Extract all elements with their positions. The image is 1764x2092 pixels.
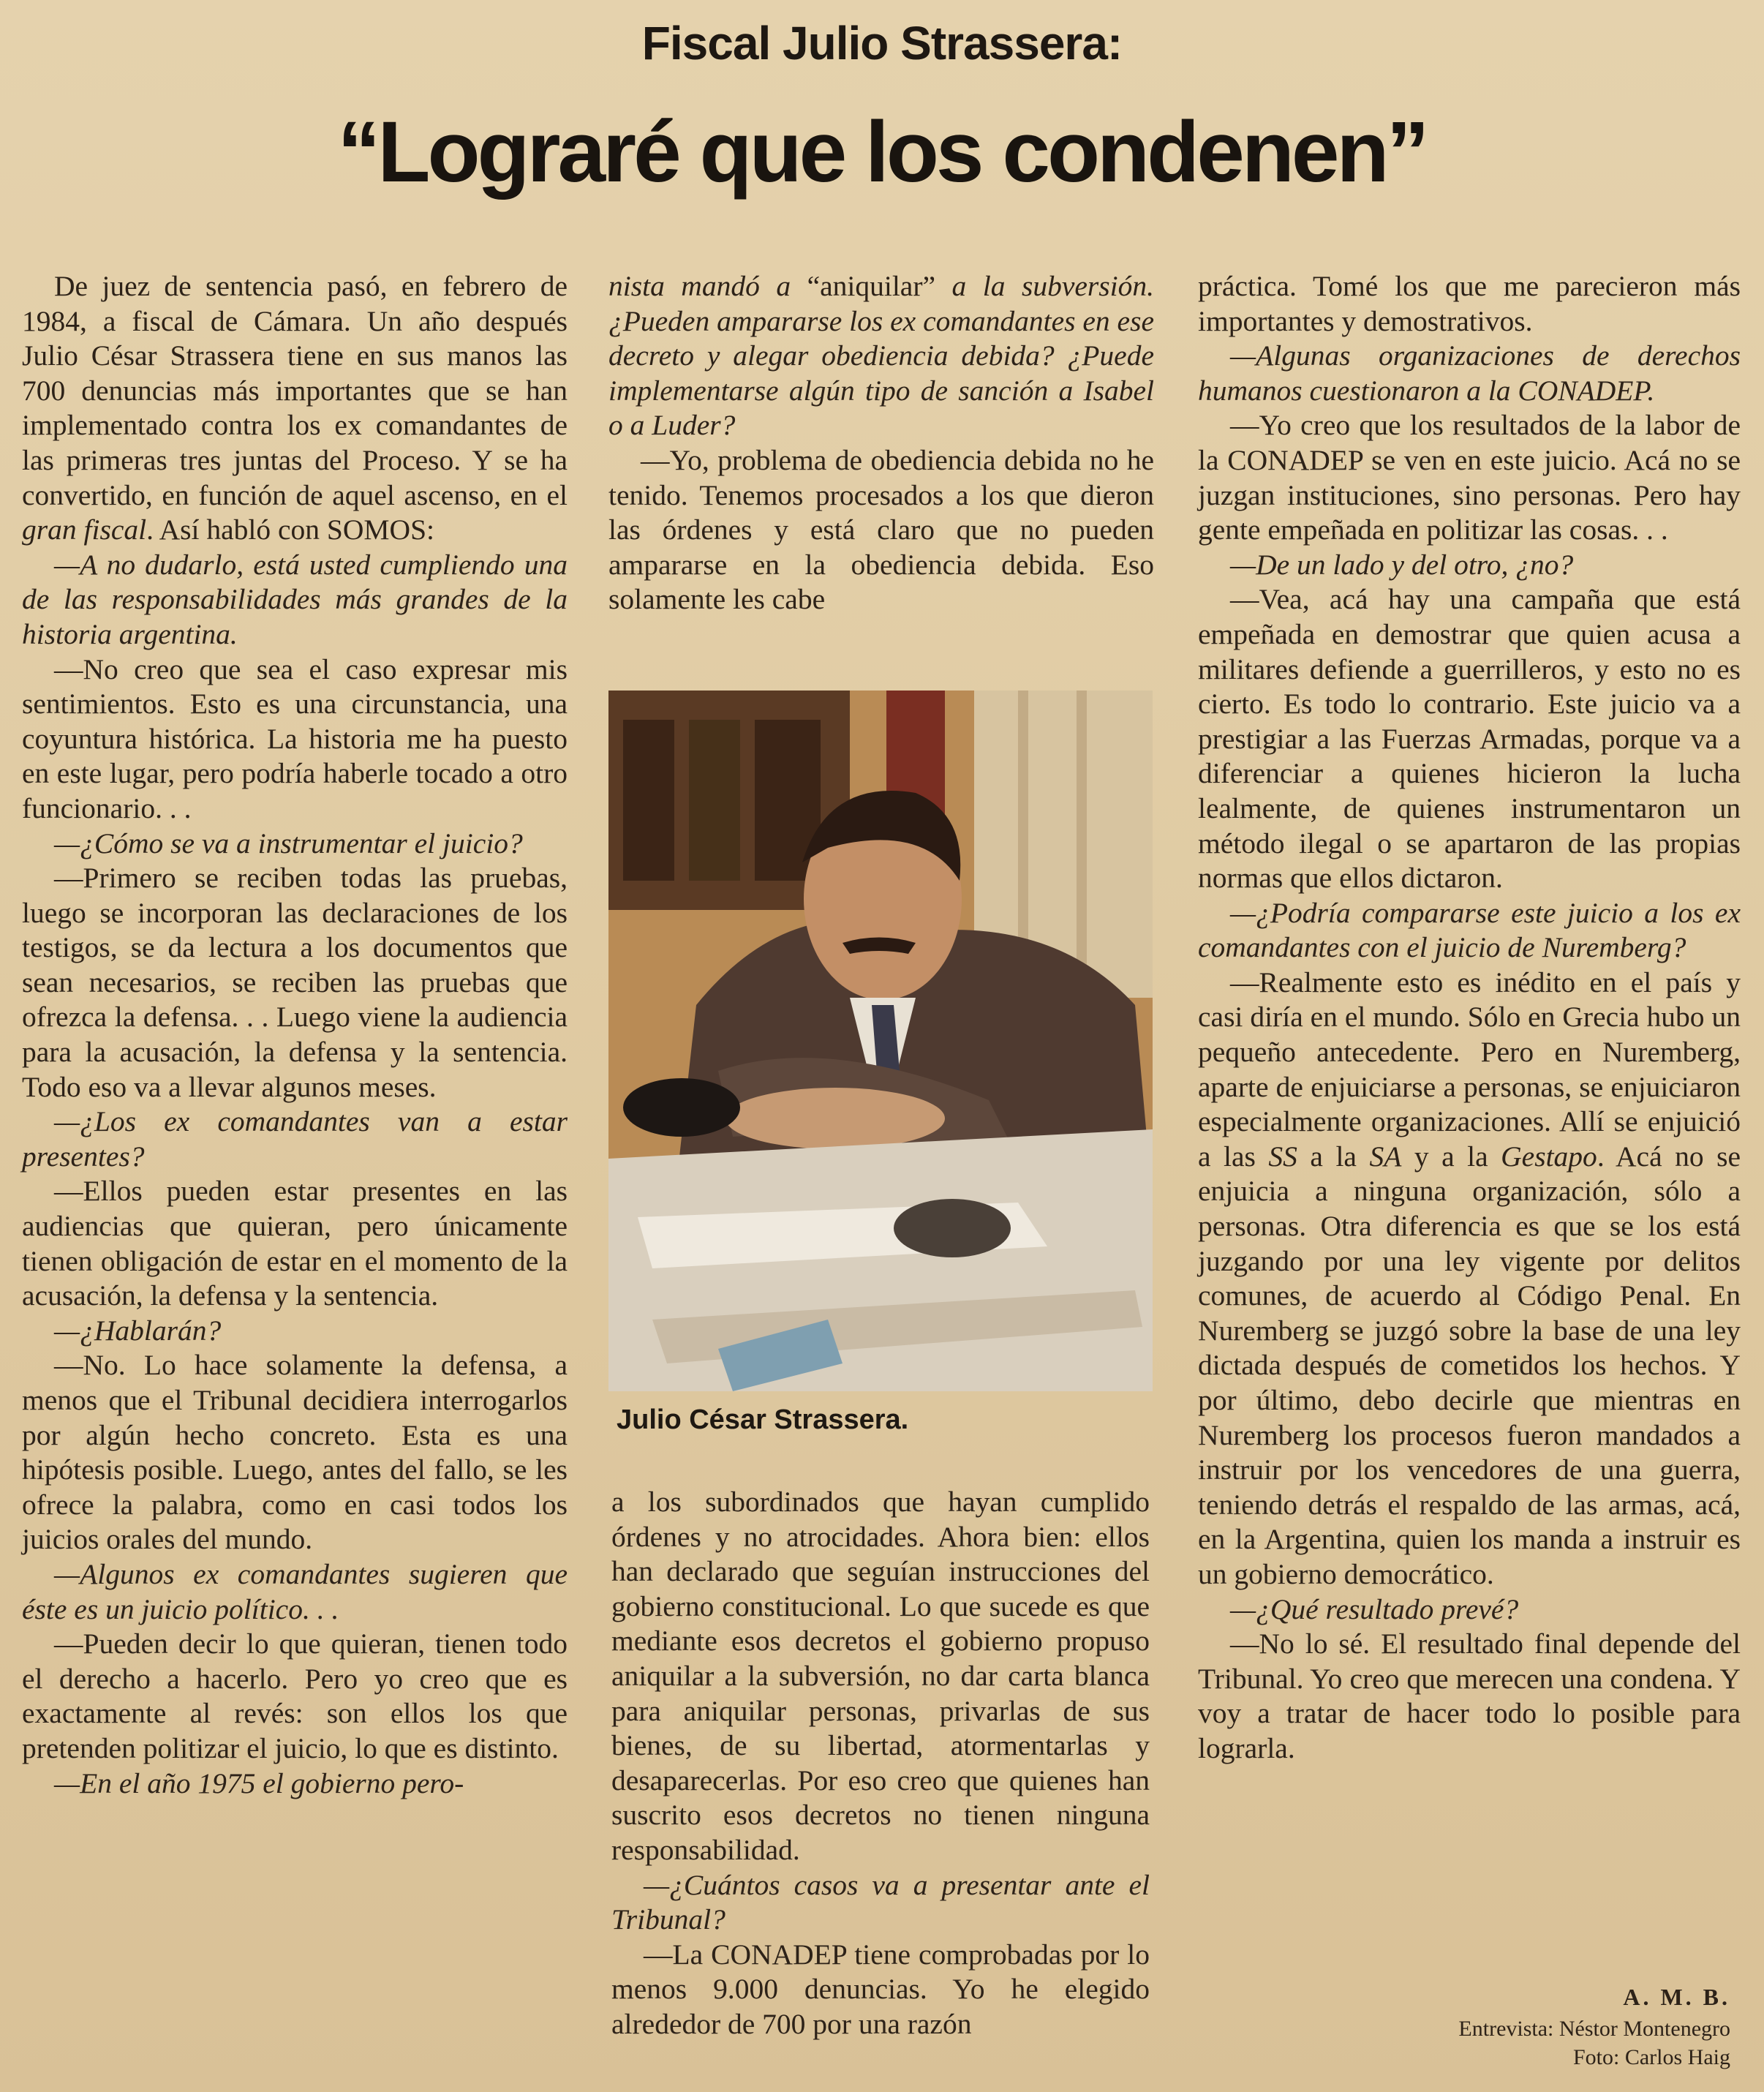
paragraph: —No creo que sea el caso expresar mis sentimientos. Esto es una circunstancia, una coyuntura histórica. La historia me ha puesto en este lugar, pero podría haberle tocado a otro funcionario. . .	[22, 652, 568, 824]
paragraph: —Pueden decir lo que quieran, tienen todo el derecho a hacerlo. Pero yo creo que es exactamente al revés: son ellos los que pretenden politizar el juicio, lo que es distinto.	[22, 1628, 568, 1764]
paragraph: —La CONADEP tiene comprobadas por lo menos 9.000 denuncias. Yo he elegido alrededor de 700 por una razón	[611, 1938, 1150, 2040]
paragraph: —No. Lo hace solamente la defensa, a menos que el Tribunal decidiera interrogarlos por algún hecho concreto. Esta es una hipótesis posible. Luego, antes del fallo, se les ofrece la palabra, como en casi todos los juicios orales del mundo.	[22, 1349, 568, 1556]
interview-question: —A no dudarlo, está usted cumpliendo una de las responsabilidades más grandes de la historia argentina.	[22, 548, 568, 650]
interview-question: —¿Podría compararse este juicio a los ex comandantes con el juicio de Nuremberg?	[1198, 896, 1741, 964]
paragraph: —Realmente esto es inédito en el país y casi diría en el mundo. Sólo en Grecia hubo un pequeño antecedente. Pero en Nuremberg, aparte de enjuiciarse a personas, se enjuiciaron especialmente organizaciones. Allí se enjuició a las SS a la SA y a la Gestapo. Acá no se enjuicia a ninguna organización, sólo a personas. Otra diferencia es que se los está juzgando por una ley vigente por delitos comunes, de acuerdo al Código Penal. En Nuremberg se juzgó sobre la base de una ley dictada después de cometidos los hechos. Y por último, debo decirle que mientras en Nuremberg los procesos fueron mandados a instruir por los vencedores de una guerra, teniendo detrás el respaldo de las armas, acá, en la Argentina, quien los manda a instruir es un gobierno democrático.	[1198, 966, 1741, 1590]
interview-question: —Algunos ex comandantes sugieren que éste es un juicio político. . .	[22, 1557, 568, 1625]
column-2-top	[608, 269, 1154, 617]
interview-question: nista mandó a “aniquilar” a la subversión. ¿Pueden ampararse los ex comandantes en ese decreto y alegar obediencia debida? ¿Puede implementarse algún tipo de sanción a Isabel o a Luder?	[608, 270, 1154, 442]
column-3	[1198, 269, 1741, 1766]
interview-question: —¿Hablarán?	[54, 1314, 222, 1347]
interview-question: —En el año 1975 el gobierno pero-	[54, 1766, 464, 1799]
column-1	[22, 269, 568, 1801]
photo-caption: Julio César Strassera.	[617, 1404, 909, 1435]
interview-question: —Algunas organizaciones de derechos humanos cuestionaron a la CONADEP.	[1198, 339, 1741, 407]
interview-question: —¿Los ex comandantes van a estar presentes?	[22, 1105, 568, 1173]
paragraph: —Ellos pueden estar presentes en las audiencias que quieran, pero únicamente tienen obligación de estar en el momento de la acusación, la defensa y la sentencia.	[22, 1175, 568, 1312]
paragraph: —Primero se reciben todas las pruebas, luego se incorporan las declaraciones de los testigos, se da lectura a los documentos que sean necesarios, se reciben las pruebas que ofrezca la defensa. . . Luego viene la audiencia para la acusación, la defensa y la sentencia. Todo eso va a llevar algunos meses.	[22, 862, 568, 1103]
interview-question: —¿Cuántos casos va a presentar ante el Tribunal?	[611, 1868, 1150, 1936]
photo-credit: Foto: Carlos Haig	[1573, 2045, 1730, 2069]
paragraph: a los subordinados que hayan cumplido órdenes y no atrocidades. Ahora bien: ellos han declarado que seguían instrucciones del gobierno constitucional. Lo que sucede es que mediante esos decretos el gobierno propuso aniquilar a la subversión, no dar carta blanca para aniquilar personas, privarlas de sus bienes, de su libertad, atormentarlas y desaparecerlas. Por eso creo que quienes han suscrito esos decretos no tienen ninguna responsabilidad.	[611, 1486, 1150, 1866]
paragraph: —Vea, acá hay una campaña que está empeñada en demostrar que quien acusa a militares defiende a guerrilleros, y esto no es cierto. Es todo lo contrario. Este juicio va a prestigiar a las Fuerzas Armadas, porque va a diferenciar a quienes hicieron la lucha lealmente, de quienes instrumentaron un método ilegal o se apartaron de las propias normas que ellos dictaron.	[1198, 583, 1741, 895]
interview-question: —De un lado y del otro, ¿no?	[1230, 548, 1574, 581]
paragraph: práctica. Tomé los que me parecieron más importantes y demostrativos.	[1198, 270, 1741, 337]
paragraph: —Yo, problema de obediencia debida no he tenido. Tenemos procesados a los que dieron las órdenes y está claro que no pueden ampararse en la obediencia debida. Eso solamente les cabe	[608, 443, 1154, 616]
author-initials: A. M. B.	[1623, 1984, 1730, 2010]
interview-question: —¿Cómo se va a instrumentar el juicio?	[54, 827, 523, 859]
portrait-photo	[608, 691, 1153, 1391]
paragraph: —Yo creo que los resultados de la labor de la CONADEP se ven en este juicio. Acá no se juzgan instituciones, sino personas. Pero hay gente empeñada en politizar las cosas. . .	[1198, 409, 1741, 546]
paragraph: De juez de sentencia pasó, en febrero de 1984, a fiscal de Cámara. Un año después Julio César Strassera tiene en sus manos las 700 denuncias más importantes que se han implementado contra los ex comandantes de las primeras tres juntas del Proceso. Y se ha convertido, en función de aquel ascenso, en el gran fiscal. Así habló con SOMOS:	[22, 270, 568, 546]
article-headline: “Lograré que los condenen”	[337, 104, 1427, 200]
interview-credit: Entrevista: Néstor Montenegro	[1458, 2017, 1730, 2041]
article-kicker: Fiscal Julio Strassera:	[641, 17, 1123, 69]
paragraph: —No lo sé. El resultado final depende del Tribunal. Yo creo que merecen una condena. Y voy a tratar de hacer todo lo posible para lograrla.	[1198, 1628, 1741, 1764]
column-2-bottom	[611, 1485, 1150, 2042]
interview-question: —¿Qué resultado prevé?	[1230, 1592, 1519, 1625]
